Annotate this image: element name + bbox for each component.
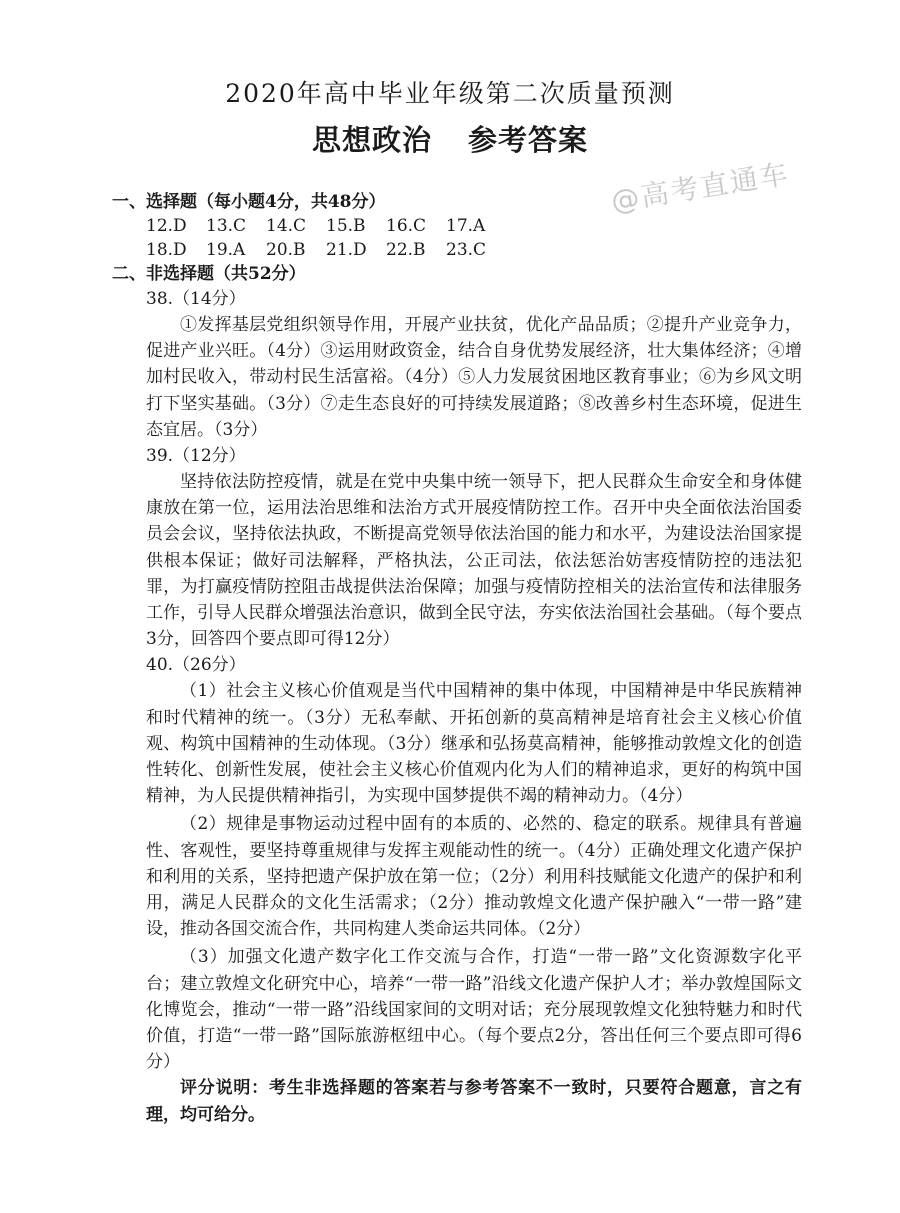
q39-heading: 39.（12分） xyxy=(146,446,246,467)
answer-body xyxy=(112,190,802,1128)
q40-part-2: （2）规律是事物运动过程中固有的本质的、必然的、稳定的联系。规律具有普遍性、客观性，要坚持尊重规律与发挥主观能动性的统一。（4分）正确处理文化遗产保护和利用的关系，坚持把遗产保护放在第一位；（2分）利用科技赋能文化遗产的保护和利用，满足人民群众的文化生活需求；（2分）推动敦煌文化遗产保护融入“一带一路”建设，推动各国交流合作，共同构建人类命运共同体。（2分） xyxy=(146,814,802,940)
exam-title: 2020年高中毕业年级第二次质量预测 xyxy=(225,79,675,108)
answer-15: 15.B xyxy=(326,216,366,236)
watermark-text: @高考直通车 xyxy=(608,157,792,218)
q39-answer xyxy=(112,469,802,652)
subject-name: 思想政治 xyxy=(311,123,432,157)
q38-text: ①发挥基层党组织领导作用，开展产业扶贫，优化产品品质；②提升产业竞争力，促进产业兴旺。（4分）③运用财政资金，结合自身优势发展经济，壮大集体经济；④增加村民收入，带动村民生活富裕。（4分）⑤人力发展贫困地区教育事业；⑥为乡风文明打下坚实基础。（3分）⑦走生态良好的可持续发展道路；⑧改善乡村生态环境，促进生态宜居。（3分） xyxy=(146,315,802,440)
answer-23: 23.C xyxy=(446,240,487,260)
answer-16: 16.C xyxy=(386,216,427,236)
q40-answer xyxy=(112,678,802,1075)
q40-part-1: （1）社会主义核心价值观是当代中国精神的集中体现，中国精神是中华民族精神和时代精神的统一。（3分）无私奉献、开拓创新的莫高精神是培育社会主义核心价值观、构筑中国精神的生动体现。（3分）继承和弘扬莫高精神，能够推动敦煌文化的创造性转化、创新性发展，使社会主义核心价值观内化为人们的精神追求，更好的构筑中国精神，为人民提供精神指引，为实现中国梦提供不竭的精神动力。（4分） xyxy=(146,681,802,807)
section-1-heading: 一、选择题（每小题4分，共48分） xyxy=(112,192,386,212)
answer-19: 19.A xyxy=(206,240,246,260)
answer-22: 22.B xyxy=(386,240,426,260)
answer-12: 12.D xyxy=(146,216,187,236)
q38-heading: 38.（14分） xyxy=(146,289,246,309)
q39-text: 坚持依法防控疫情，就是在党中央集中统一领导下，把人民群众生命安全和身体健康放在第一位，运用法治思维和法治方式开展疫情防控工作。召开中央全面依法治国委员会会议，坚持依法执政，不断提高党领导依法治国的能力和水平，为建设法治国家提供根本保证；做好司法解释，严格执法，公正司法，依法惩治妨害疫情防控的违法犯罪，为打赢疫情防控阻击战提供法治保障；加强与疫情防控相关的法治宣传和法律服务工作，引导人民群众增强法治意识，做到全民守法，夯实依法治国社会基础。（每个要点3分，回答四个要点即可得12分） xyxy=(146,472,802,650)
answer-18: 18.D xyxy=(146,240,187,260)
answer-20: 20.B xyxy=(266,240,306,260)
answer-13: 13.C xyxy=(206,216,247,236)
subject-title xyxy=(0,118,900,159)
section-2-heading: 二、非选择题（共52分） xyxy=(112,264,306,284)
answer-14: 14.C xyxy=(266,216,307,236)
choice-answers-row-1 xyxy=(112,214,802,238)
grading-note: 评分说明：考生非选择题的答案若与参考答案不一致时，只要符合题意，言之有理，均可给分。 xyxy=(146,1078,802,1125)
q40-part-3: （3）加强文化遗产数字化工作交流与合作，打造“一带一路”文化资源数字化平台；建立敦煌文化研究中心，培养“一带一路”沿线文化遗产保护人才；举办敦煌国际文化博览会，推动“一带一路”沿线国家间的文明对话；充分展现敦煌文化独特魅力和时代价值，打造“一带一路”国际旅游枢纽中心。（每个要点2分，答出任何三个要点即可得6分） xyxy=(146,947,802,1073)
q38-answer xyxy=(112,312,802,443)
answer-17: 17.A xyxy=(446,216,486,236)
doc-type: 参考答案 xyxy=(468,123,589,157)
answer-21: 21.D xyxy=(326,240,367,260)
q40-heading: 40.（26分） xyxy=(146,655,246,676)
choice-answers-row-2 xyxy=(112,238,802,262)
